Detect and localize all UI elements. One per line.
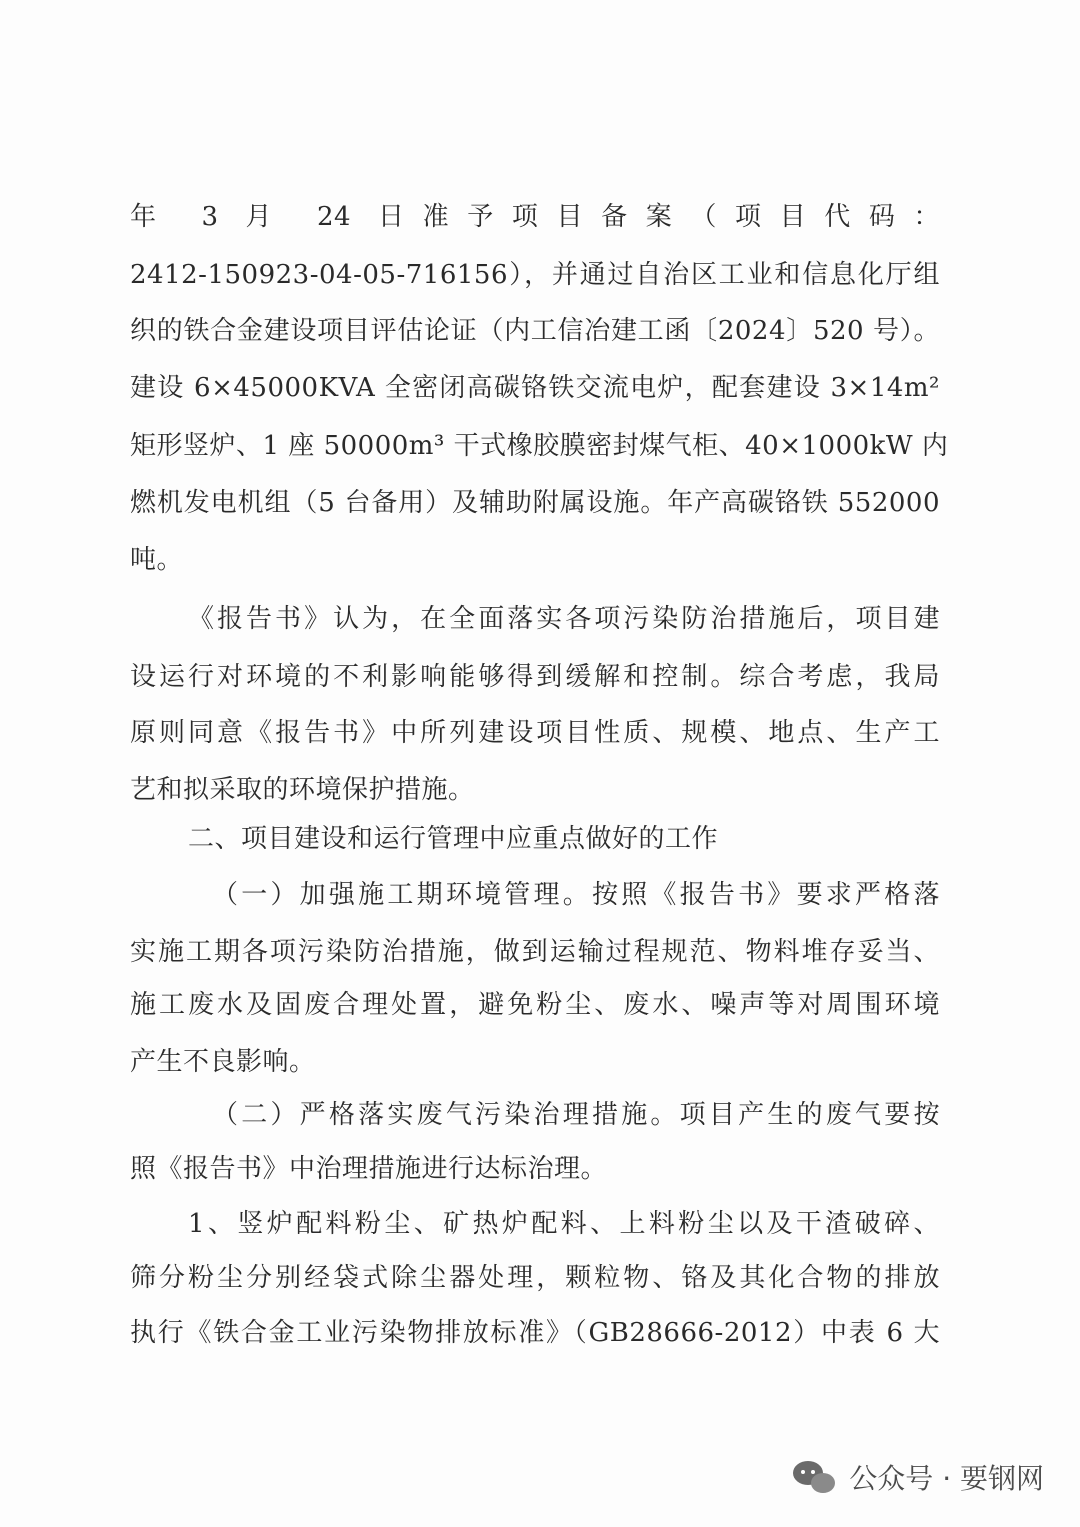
section-heading: 二、项目建设和运行管理中应重点做好的工作 xyxy=(188,824,719,854)
text-line: 设运行对环境的不利影响能够得到缓解和控制。综合考虑，我局 xyxy=(130,662,940,692)
text-line: 原则同意《报告书》中所列建设项目性质、规模、地点、生产工 xyxy=(130,718,940,748)
text-line: 实施工期各项污染防治措施，做到运输过程规范、物料堆存妥当、 xyxy=(130,937,940,967)
watermark xyxy=(793,1457,1044,1497)
text-line: 吨。 xyxy=(130,545,184,575)
text-line: 产生不良影响。 xyxy=(130,1047,316,1077)
text-line: 2412-150923-04-05-716156），并通过自治区工业和信息化厅组 xyxy=(130,260,940,290)
text-line: 照《报告书》中治理措施进行达标治理。 xyxy=(130,1154,608,1184)
text-line: 筛分粉尘分别经袋式除尘器处理，颗粒物、铬及其化合物的排放 xyxy=(130,1263,940,1293)
text-line: 建设 6×45000KVA 全密闭高碳铬铁交流电炉，配套建设 3×14m² xyxy=(130,373,940,403)
text-line: 年 3 月 24 日准予项目备案（项目代码： xyxy=(130,202,940,232)
text-line: 《报告书》认为，在全面落实各项污染防治措施后，项目建 xyxy=(188,604,940,634)
text-line: 织的铁合金建设项目评估论证（内工信冶建工函〔2024〕520 号）。 xyxy=(130,316,940,346)
wechat-icon xyxy=(793,1459,839,1495)
watermark-text: 公众号 · 要钢网 xyxy=(849,1462,1044,1495)
text-line: （二）严格落实废气污染治理措施。项目产生的废气要按 xyxy=(212,1100,940,1130)
text-line: 执行《铁合金工业污染物排放标准》（GB28666-2012）中表 6 大 xyxy=(130,1318,940,1348)
text-line: 矩形竖炉、1 座 50000m³ 干式橡胶膜密封煤气柜、40×1000kW 内 xyxy=(130,431,949,461)
text-line: 施工废水及固废合理处置，避免粉尘、废水、噪声等对周围环境 xyxy=(130,990,940,1020)
text-line: （一）加强施工期环境管理。按照《报告书》要求严格落 xyxy=(212,880,940,910)
text-line: 1、竖炉配料粉尘、矿热炉配料、上料粉尘以及干渣破碎、 xyxy=(188,1209,940,1239)
text-line: 艺和拟采取的环境保护措施。 xyxy=(130,775,475,805)
text-line: 燃机发电机组（5 台备用）及辅助附属设施。年产高碳铬铁 552000 xyxy=(130,488,940,518)
